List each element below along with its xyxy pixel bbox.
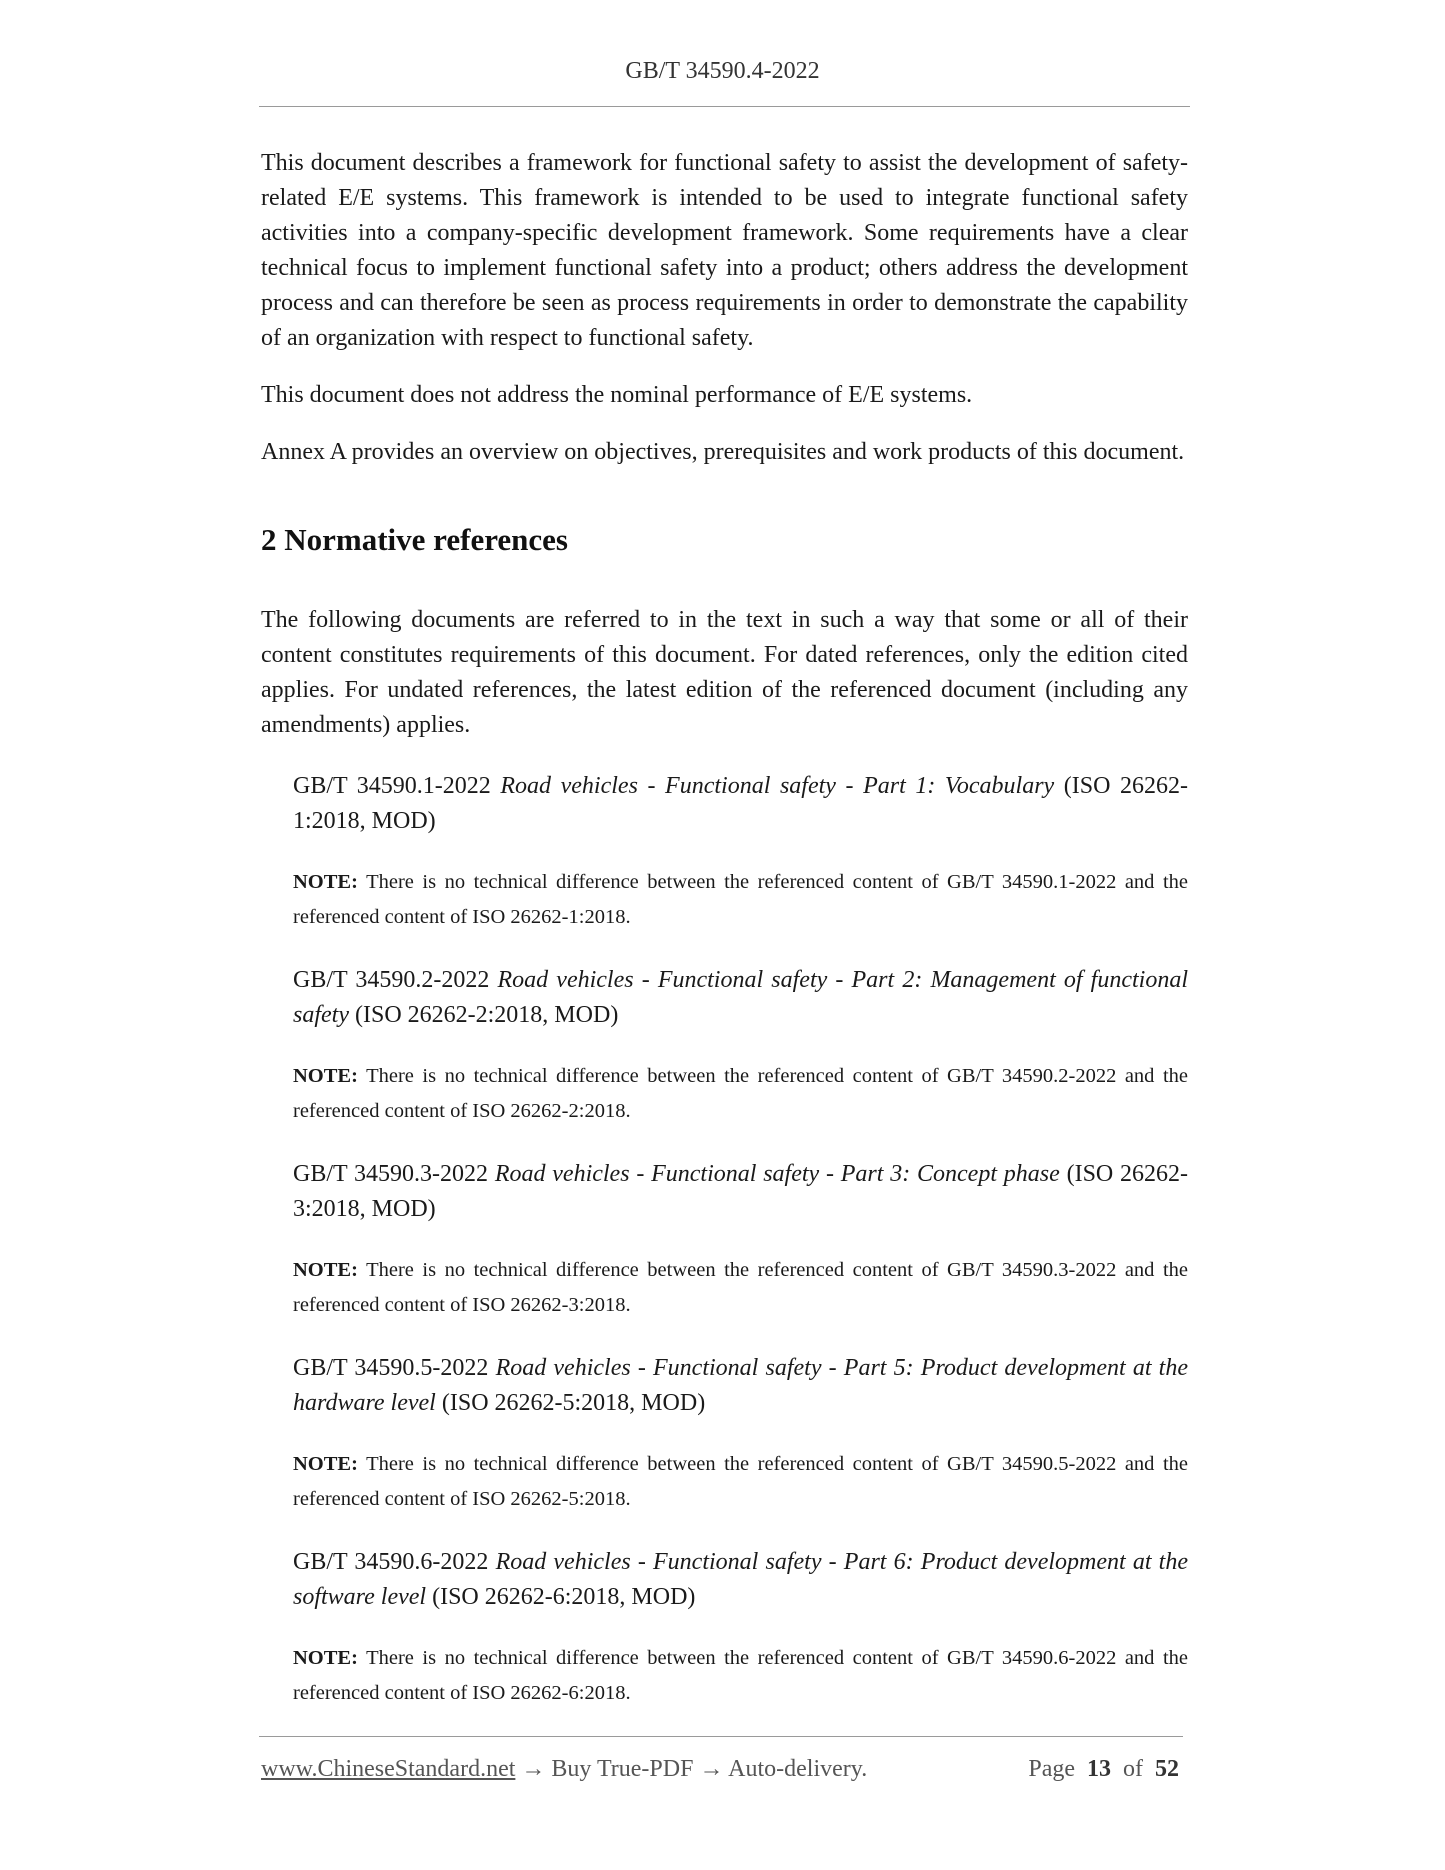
note-label: NOTE: (293, 1259, 358, 1281)
reference-list (261, 769, 1188, 1711)
page-footer (261, 1756, 1179, 1783)
note-text: There is no technical difference between the referenced content of GB/T 34590.5-2022 and the referenced content of ISO 26262-5:2018. (293, 1453, 1188, 1510)
reference-title: Road vehicles - Functional safety - Part 6: Product development at the software level (293, 1549, 1188, 1610)
reference-suffix: (ISO 26262-1:2018, MOD) (293, 773, 1189, 834)
note-text: There is no technical difference between the referenced content of GB/T 34590.2-2022 and the referenced content of ISO 26262-2:2018. (293, 1065, 1188, 1122)
page-label: Page (1028, 1756, 1075, 1782)
note-text: There is no technical difference between the referenced content of GB/T 34590.1-2022 and the referenced content of ISO 26262-1:2018. (293, 871, 1188, 928)
auto-delivery-text: Auto-delivery. (728, 1756, 868, 1782)
current-page: 13 (1087, 1756, 1111, 1782)
reference-note (293, 1253, 1188, 1323)
reference-suffix: (ISO 26262-2:2018, MOD) (354, 1002, 619, 1028)
website-link[interactable]: www.ChineseStandard.net (261, 1756, 516, 1782)
reference-item (293, 1351, 1188, 1517)
reference-code: GB/T 34590.6-2022 (293, 1549, 489, 1575)
reference-entry (293, 1351, 1188, 1421)
reference-entry (293, 1545, 1188, 1615)
reference-suffix: (ISO 26262-5:2018, MOD) (441, 1390, 706, 1416)
arrow-icon: → (699, 1756, 724, 1782)
reference-title: Road vehicles - Functional safety - Part 3: Concept phase (494, 1161, 1060, 1187)
note-label: NOTE: (293, 871, 358, 893)
reference-suffix: (ISO 26262-3:2018, MOD) (293, 1161, 1189, 1222)
page-content (261, 146, 1188, 1739)
reference-note (293, 1447, 1188, 1517)
reference-entry (293, 963, 1188, 1033)
intro-paragraph-3: Annex A provides an overview on objectives, prerequisites and work products of this document. (261, 439, 1185, 465)
reference-code: GB/T 34590.3-2022 (293, 1161, 489, 1187)
page-number (1028, 1756, 1179, 1783)
reference-title: Road vehicles - Functional safety - Part 1: Vocabulary (500, 773, 1055, 799)
of-label: of (1123, 1756, 1143, 1782)
reference-code: GB/T 34590.1-2022 (293, 773, 491, 799)
note-text: There is no technical difference between the referenced content of GB/T 34590.3-2022 and the referenced content of ISO 26262-3:2018. (293, 1259, 1188, 1316)
total-pages: 52 (1155, 1756, 1179, 1782)
reference-item (293, 963, 1188, 1129)
reference-title: Road vehicles - Functional safety - Part 5: Product development at the hardware level (293, 1355, 1188, 1416)
section-intro: The following documents are referred to in the text in such a way that some or all of their content constitutes requirements of this document. For dated references, only the edition cited applies. For undated references, the latest edition of the referenced document (including any amendments) applies. (261, 607, 1188, 738)
reference-code: GB/T 34590.5-2022 (293, 1355, 489, 1381)
reference-note (293, 1059, 1188, 1129)
reference-suffix: (ISO 26262-6:2018, MOD) (432, 1584, 696, 1610)
intro-paragraph-2: This document does not address the nominal performance of E/E systems. (261, 382, 973, 408)
running-header: GB/T 34590.4-2022 (625, 58, 820, 84)
section-heading: 2 Normative references (261, 522, 568, 557)
note-label: NOTE: (293, 1453, 358, 1475)
reference-note (293, 1641, 1188, 1711)
reference-note (293, 865, 1188, 935)
intro-paragraph-1: This document describes a framework for functional safety to assist the development of safety-related E/E systems. This framework is intended to be used to integrate functional safety activities into a company-specific development framework. Some requirements have a clear technical focus to implement functional safety into a product; others address the development process and can therefore be seen as process requirements in order to demonstrate the capability of an organization with respect to functional safety. (261, 150, 1188, 351)
note-label: NOTE: (293, 1647, 358, 1669)
footer-divider (259, 1736, 1183, 1737)
buy-text: Buy True-PDF (551, 1756, 694, 1782)
reference-item (293, 1545, 1188, 1711)
reference-item (293, 1157, 1188, 1323)
reference-title: Road vehicles - Functional safety - Part 2: Management of functional safety (293, 967, 1188, 1028)
note-label: NOTE: (293, 1065, 358, 1087)
header-divider (259, 106, 1190, 107)
reference-entry (293, 769, 1188, 839)
note-text: There is no technical difference between the referenced content of GB/T 34590.6-2022 and the referenced content of ISO 26262-6:2018. (293, 1647, 1188, 1704)
reference-entry (293, 1157, 1188, 1227)
reference-item (293, 769, 1188, 935)
arrow-icon: → (521, 1756, 546, 1782)
reference-code: GB/T 34590.2-2022 (293, 967, 490, 993)
